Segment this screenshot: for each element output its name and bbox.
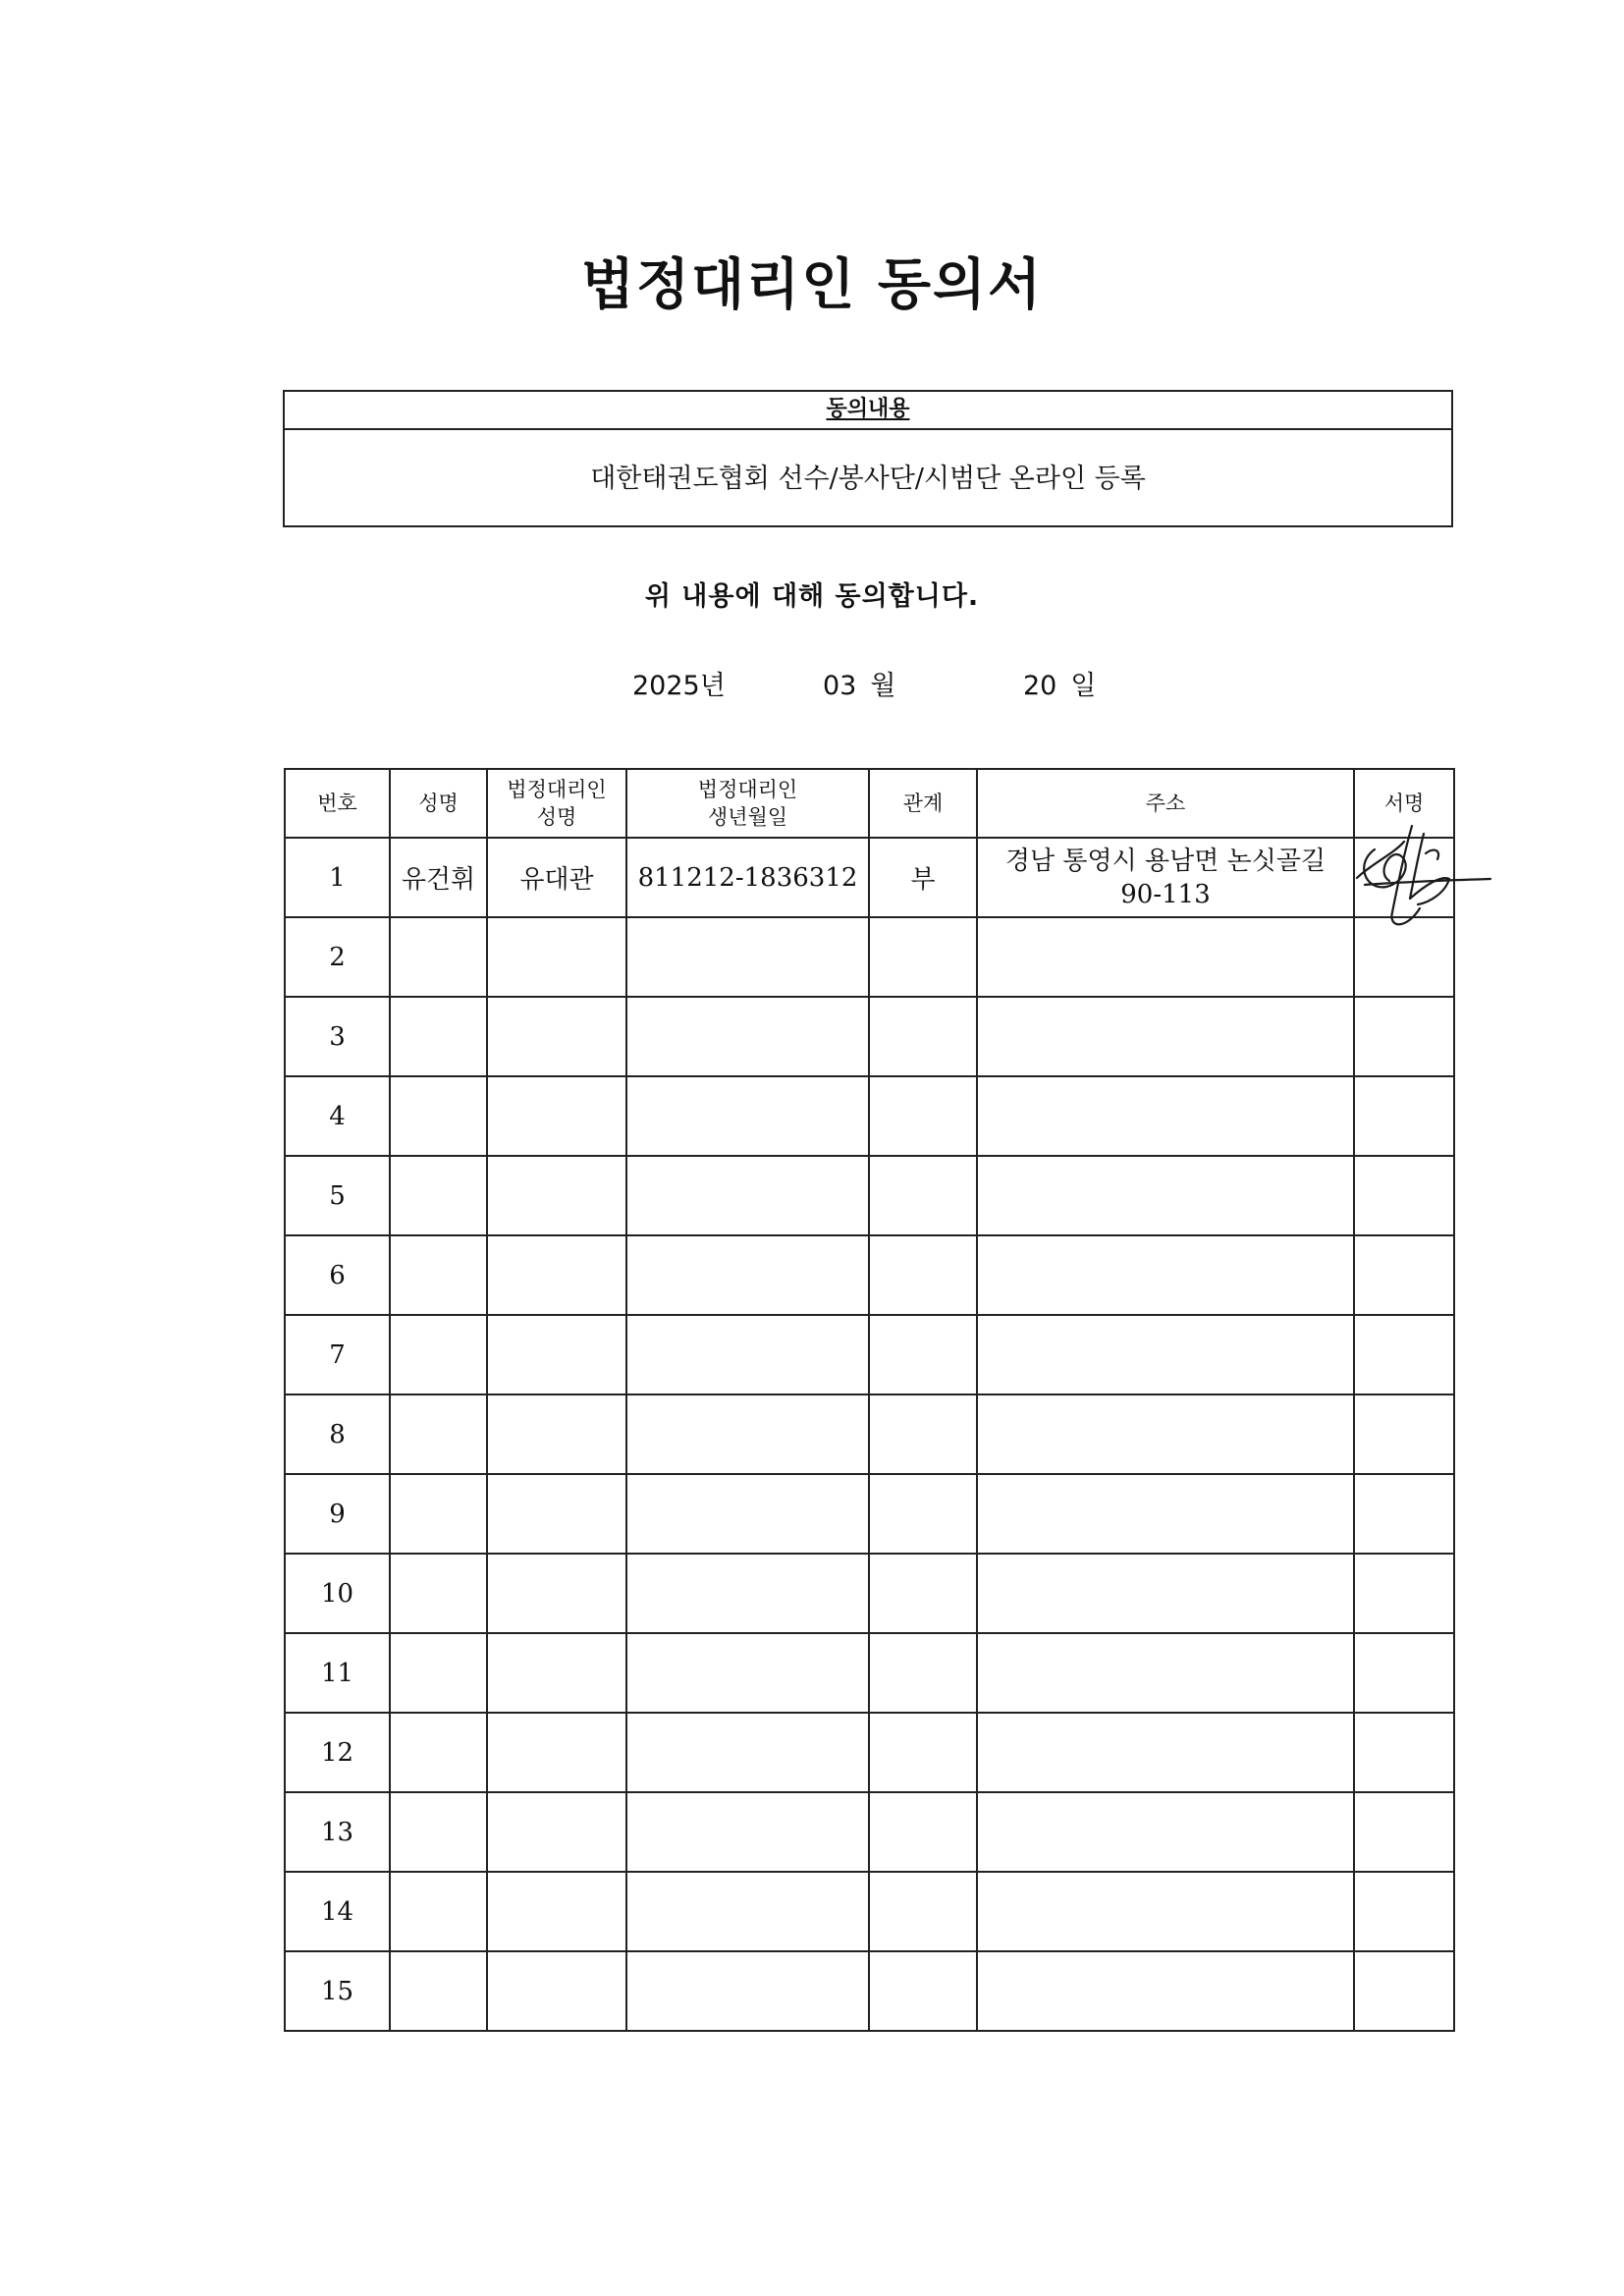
consent-body: 대한태권도협회 선수/봉사단/시범단 온라인 등록 <box>590 464 1146 494</box>
table-header-row <box>285 769 1454 838</box>
date-day-unit: 일 <box>1070 671 1097 701</box>
cell-address <box>977 1315 1354 1394</box>
cell-rep-birth <box>626 917 869 997</box>
cell-address <box>977 1792 1354 1872</box>
cell-no: 5 <box>285 1156 390 1235</box>
cell-rep-birth <box>626 1156 869 1235</box>
cell-relation <box>869 1394 977 1474</box>
table-row <box>285 1554 1454 1633</box>
cell-rep-name <box>487 1633 626 1713</box>
date-year <box>632 664 726 702</box>
cell-rep-birth <box>626 1713 869 1792</box>
cell-signature <box>1354 1156 1454 1235</box>
cell-rep-name <box>487 1315 626 1394</box>
cell-relation <box>869 1713 977 1792</box>
consent-heading <box>285 392 1451 430</box>
cell-rep-birth: 811212-1836312 <box>626 838 869 917</box>
cell-no: 6 <box>285 1235 390 1315</box>
cell-signature <box>1354 997 1454 1076</box>
table-row <box>285 1076 1454 1156</box>
cell-name <box>390 1394 487 1474</box>
cell-rep-birth <box>626 997 869 1076</box>
cell-rep-name <box>487 1394 626 1474</box>
date-month-unit: 월 <box>870 671 896 701</box>
cell-no: 2 <box>285 917 390 997</box>
table-row <box>285 1315 1454 1394</box>
cell-rep-birth <box>626 1554 869 1633</box>
table-row <box>285 1394 1454 1474</box>
table-row <box>285 1713 1454 1792</box>
header-rep-name <box>487 769 626 838</box>
cell-rep-birth <box>626 1315 869 1394</box>
cell-address <box>977 1235 1354 1315</box>
cell-signature <box>1354 1792 1454 1872</box>
cell-relation <box>869 917 977 997</box>
cell-name <box>390 1474 487 1554</box>
cell-address <box>977 1474 1354 1554</box>
cell-relation <box>869 1156 977 1235</box>
cell-rep-birth <box>626 1633 869 1713</box>
cell-rep-name <box>487 1713 626 1792</box>
cell-no: 4 <box>285 1076 390 1156</box>
cell-rep-name <box>487 1554 626 1633</box>
cell-relation: 부 <box>869 838 977 917</box>
table-row <box>285 1792 1454 1872</box>
consent-heading-text: 동의내용 <box>826 397 910 421</box>
header-name: 성명 <box>390 769 487 838</box>
cell-rep-birth <box>626 1076 869 1156</box>
document-title: 법정대리인 동의서 <box>580 252 1044 317</box>
cell-rep-name <box>487 997 626 1076</box>
header-address: 주소 <box>977 769 1354 838</box>
cell-no: 12 <box>285 1713 390 1792</box>
cell-relation <box>869 1474 977 1554</box>
cell-relation <box>869 1872 977 1951</box>
cell-signature <box>1354 1474 1454 1554</box>
cell-address <box>977 917 1354 997</box>
cell-rep-birth <box>626 1235 869 1315</box>
cell-name <box>390 1633 487 1713</box>
table-row <box>285 1951 1454 2031</box>
cell-rep-name <box>487 1951 626 2031</box>
header-rep-birth <box>626 769 869 838</box>
header-no: 번호 <box>285 769 390 838</box>
cell-signature <box>1354 1713 1454 1792</box>
cell-name <box>390 1872 487 1951</box>
cell-rep-name <box>487 1872 626 1951</box>
cell-address <box>977 997 1354 1076</box>
agree-statement: 위 내용에 대해 동의합니다. <box>644 581 980 612</box>
cell-name <box>390 1235 487 1315</box>
date-month <box>823 664 895 702</box>
cell-rep-name: 유대관 <box>487 838 626 917</box>
cell-no: 3 <box>285 997 390 1076</box>
cell-address <box>977 1951 1354 2031</box>
cell-name <box>390 1713 487 1792</box>
cell-no: 9 <box>285 1474 390 1554</box>
cell-signature <box>1354 1872 1454 1951</box>
cell-rep-name <box>487 1076 626 1156</box>
header-rep-birth-line2: 생년월일 <box>707 805 788 829</box>
date-day <box>1023 664 1096 702</box>
cell-no: 11 <box>285 1633 390 1713</box>
header-relation: 관계 <box>869 769 977 838</box>
cell-rep-birth <box>626 1474 869 1554</box>
table-row <box>285 997 1454 1076</box>
cell-address <box>977 1394 1354 1474</box>
table-row <box>285 1633 1454 1713</box>
cell-name <box>390 1951 487 2031</box>
cell-rep-name <box>487 1792 626 1872</box>
roster-table <box>284 768 1455 2032</box>
cell-address <box>977 1713 1354 1792</box>
table-row <box>285 838 1454 917</box>
table-row <box>285 1872 1454 1951</box>
table-row <box>285 1474 1454 1554</box>
cell-relation <box>869 1633 977 1713</box>
handwritten-signature <box>1335 814 1492 942</box>
cell-no: 7 <box>285 1315 390 1394</box>
date-year-value: 2025 <box>632 671 700 701</box>
cell-address <box>977 1872 1354 1951</box>
cell-name <box>390 1076 487 1156</box>
cell-signature <box>1354 1554 1454 1633</box>
cell-name <box>390 1315 487 1394</box>
cell-address <box>977 838 1354 917</box>
cell-name <box>390 1792 487 1872</box>
cell-signature <box>1354 838 1454 917</box>
cell-address <box>977 1554 1354 1633</box>
cell-rep-name <box>487 1235 626 1315</box>
cell-name: 유건휘 <box>390 838 487 917</box>
cell-relation <box>869 1076 977 1156</box>
cell-signature <box>1354 1235 1454 1315</box>
date-month-value: 03 <box>823 671 857 701</box>
cell-address-line1: 경남 통영시 용남면 논싯골길 <box>1004 846 1326 876</box>
cell-signature <box>1354 1633 1454 1713</box>
cell-relation <box>869 1951 977 2031</box>
date-year-unit: 년 <box>699 671 726 701</box>
cell-no: 1 <box>285 838 390 917</box>
cell-relation <box>869 1792 977 1872</box>
cell-relation <box>869 1235 977 1315</box>
cell-address-line2: 90-113 <box>1120 879 1211 909</box>
cell-name <box>390 917 487 997</box>
cell-address <box>977 1156 1354 1235</box>
cell-relation <box>869 1315 977 1394</box>
cell-no: 8 <box>285 1394 390 1474</box>
cell-no: 14 <box>285 1872 390 1951</box>
header-rep-birth-line1: 법정대리인 <box>697 778 798 801</box>
cell-rep-birth <box>626 1394 869 1474</box>
cell-name <box>390 1156 487 1235</box>
consent-box <box>283 390 1453 527</box>
cell-signature <box>1354 1951 1454 2031</box>
cell-rep-name <box>487 1156 626 1235</box>
cell-no: 13 <box>285 1792 390 1872</box>
table-row <box>285 1156 1454 1235</box>
cell-signature <box>1354 1394 1454 1474</box>
cell-rep-name <box>487 1474 626 1554</box>
cell-relation <box>869 997 977 1076</box>
cell-name <box>390 997 487 1076</box>
table-row <box>285 917 1454 997</box>
cell-relation <box>869 1554 977 1633</box>
cell-address <box>977 1633 1354 1713</box>
header-rep-name-line1: 법정대리인 <box>507 778 607 801</box>
cell-signature <box>1354 1076 1454 1156</box>
cell-rep-birth <box>626 1792 869 1872</box>
cell-no: 15 <box>285 1951 390 2031</box>
table-row <box>285 1235 1454 1315</box>
cell-rep-birth <box>626 1951 869 2031</box>
cell-signature <box>1354 1315 1454 1394</box>
cell-rep-birth <box>626 1872 869 1951</box>
header-rep-name-line2: 성명 <box>536 805 577 829</box>
date-day-value: 20 <box>1023 671 1057 701</box>
cell-no: 10 <box>285 1554 390 1633</box>
cell-rep-name <box>487 917 626 997</box>
cell-name <box>390 1554 487 1633</box>
cell-address <box>977 1076 1354 1156</box>
header-signature: 서명 <box>1354 769 1454 838</box>
